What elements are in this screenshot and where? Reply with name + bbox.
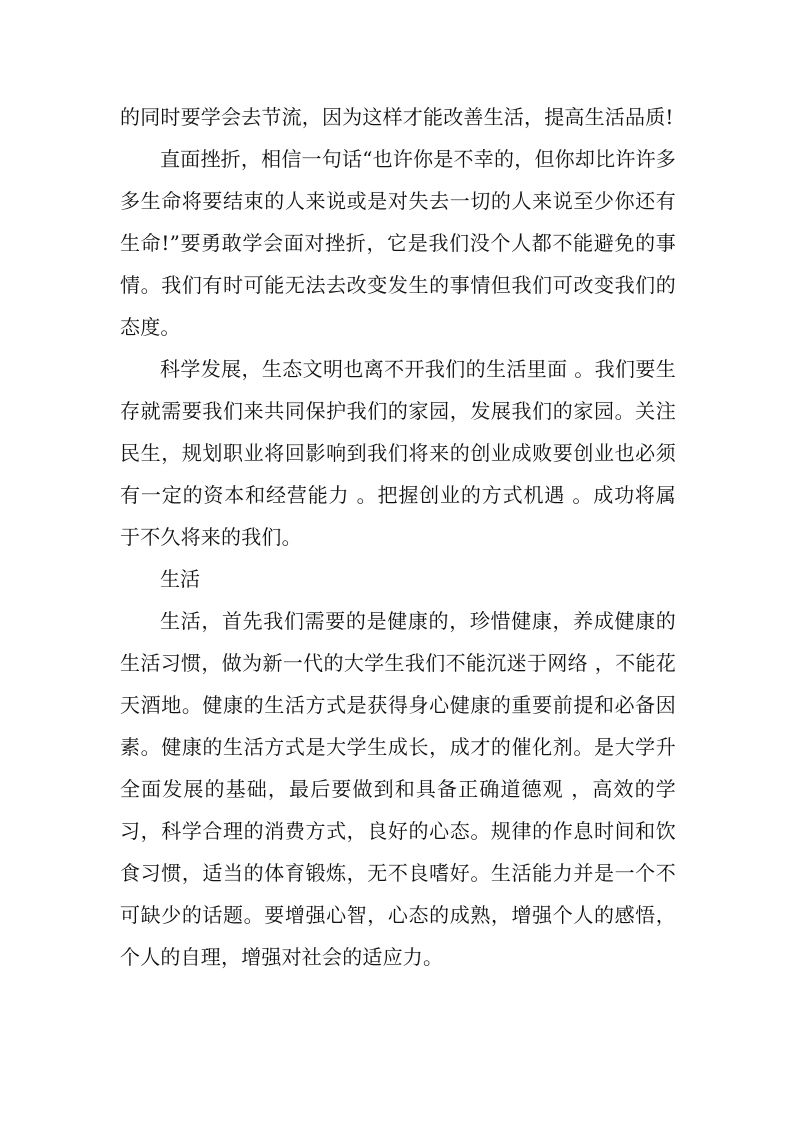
paragraph-frustration: 直面挫折，相信一句话“也许你是不幸的，但你却比许许多多生命将要结束的人来说或是对失去一切的人来说至少你还有生命!”要勇敢学会面对挫折，它是我们没个人都不能避免的事情。我们有时可能无法去改变发生的事情但我们可改变我们的态度。 (120, 147, 676, 339)
text-body (120, 96, 676, 978)
paragraph-continuation: 的同时要学会去节流，因为这样才能改善生活，提高生活品质! (120, 105, 674, 129)
paragraph-life: 生活，首先我们需要的是健康的，珍惜健康，养成健康的生活习惯，做为新一代的大学生我们不能沉迷于网络 ，不能花天酒地。健康的生活方式是获得身心健康的重要前提和必备因素。健康的生活方式是大学生成长，成才的催化剂。是大学升全面发展的基础，最后要做到和具备正确道德观 ，高效的学习，科学合理的消费方式，良好的心态。规律的作息时间和饮食习惯，适当的体育锻炼，无不良嗜好。生活能力并是一个不可缺少的话题。要增强心智，心态的成熟，增强个人的感悟，个人的自理，增强对社会的适应力。 (120, 609, 676, 969)
section-heading-life: 生活 (160, 567, 200, 591)
paragraph-development: 科学发展，生态文明也离不开我们的生活里面 。我们要生存就需要我们来共同保护我们的家园，发展我们的家园。关注民生，规划职业将回影响到我们将来的创业成败要创业也必须有一定的资本和经营能力 。把握创业的方式机遇 。成功将属于不久将来的我们。 (120, 357, 676, 549)
